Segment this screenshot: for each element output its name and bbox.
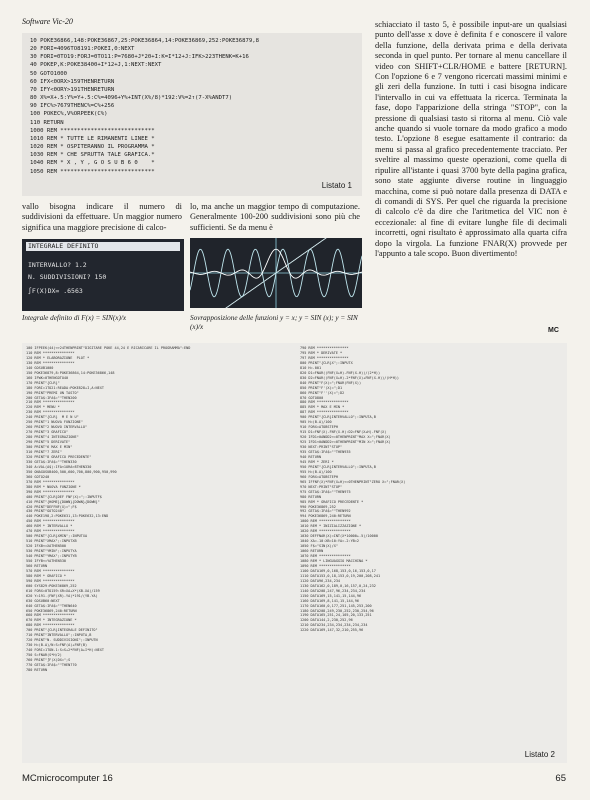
code-line: 710 PRINT"INTERVALLO";:INPUTA,B	[26, 633, 92, 638]
code-line: 370 REM ***************	[26, 479, 75, 484]
code-line: 965 IFFNF(X)*FNF(X+H)<=0THENPRINT"ZERO X=";FNAR(X)	[300, 479, 406, 484]
code-line: 915 D1=FNF(X)-FNF(X-H):D2=FNF(X+H)-FNF(X)	[300, 430, 387, 435]
code-line: 994 POKE36869,240:RETURN	[300, 514, 351, 519]
body-paragraph: schiacciato il tasto 5, è possibile input-are un qualsiasi punto dell'asse x dove è definita f e conoscere il valore della funzione, della derivata prima e della derivata seconda in quel punto. Per tornare al menu cancellare il video con SHIFT+CLR/HOME e battere [RETURN]. Con l'opzione 6 e 7 vengono ricercati massimi minimi e gli zeri della funzione. In tutti i casi bisogna indicare l'intervallo in cui va effettuata la ricerca. Terminata la fase, dopo l'apparizione della stringa "STOP", con la pressione di qualsiasi tasto si ritorna al menu. Ciò vale anche quando si vuole tornare da modo grafico a modo testo. L'opzione 8 esegue esattamente il contrario: da menu si passa al grafico precedentemente tracciato. Per sveltire al massimo queste operazioni, come quella di ripulire all'istante i quasi 3700 byte della pagina grafica, sono state aggiunte diverse routine in linguaggio macchina, come si può notare dalla presenza di DATA e di comandi di SYS. Per quel che riguarda la precisione di calcolo c'è da dire che l'aritmetica del VIC non è eccezionale: al fine di evitare lunghe file di decimali incorretti, ogni risultato è approssimato alla quarta cifra dopo la virgola. La funzione FNAR(X) provvede per l'appunto a tale scopo. Buon divertimento!	[375, 20, 567, 258]
code-line: 130 REM ***************	[26, 360, 75, 365]
code-line: 460 REM * INTERVALLO *	[26, 524, 73, 529]
code-line: 990 POKE36869,252	[300, 504, 336, 509]
code-line: 240 PRINT"{CLR} M E N U"	[26, 415, 79, 420]
code-line: 960 FORX=ATOBSTEPH	[300, 474, 338, 479]
code-line: 540 PRINT"YMAX";:INPUTYB	[26, 554, 77, 559]
code-line: 590 REM ***************	[26, 578, 75, 583]
listing-2-right-column	[300, 346, 562, 633]
code-line: 790 REM ***************	[300, 346, 349, 350]
code-line: 580 REM * GRAFICO *	[26, 573, 67, 578]
code-line: 140 GOSUB1000	[26, 365, 54, 370]
section-header: Software Vic-20	[22, 17, 73, 26]
code-line: 380 REM * NUOVA FUNZIONE *	[26, 484, 81, 489]
code-line: 940 RETURN	[300, 454, 322, 459]
code-line: 840 PRINT"F(X)=";FNAR(FNF(X))	[300, 380, 362, 385]
code-line: 1080 REM * LINGUAGGIO MACCHINA *	[300, 558, 368, 563]
code-line: 230 REM ***************	[26, 410, 75, 415]
code-line: 750 S=FNAR(S*H/2)	[26, 653, 62, 658]
code-line: 730 H=(B-A)/N:S=FNF(A)+FNF(B)	[26, 643, 88, 648]
code-line: 900 PRINT"{CLR}INTERVALLO";:INPUTA,B	[300, 415, 376, 420]
code-line: 620 Y=191-(FNF(XR)-YA)*191/(YB-YA)	[26, 593, 98, 598]
code-line: 975 GETA$:IFA$=""THEN975	[300, 489, 351, 494]
code-line: 350 ONAGOSUB400,500,600,700,800,900,950,990	[26, 469, 117, 474]
code-line: 40 POKEP,K:POKE38400+I*12+J,1:NEXT:NEXT	[30, 62, 162, 69]
code-line: 250 PRINT"1 NUOVA FUNZIONE"	[26, 420, 83, 425]
code-line: 100 IFPEEK(44)<>24THENPRINT"DIGITARE POKE 44,24 E RICARICARE IL PROGRAMMA":END	[26, 346, 191, 350]
listing-1	[22, 33, 362, 196]
code-line: 992 GETA$:IFA$=""THEN992	[300, 509, 351, 514]
code-line: 795 REM * DERIVATE *	[300, 350, 343, 355]
code-line: 1000 REM ****************************	[30, 127, 155, 134]
code-line: 280 PRINT"4 INTEGRAZIONE"	[26, 435, 79, 440]
screen-title-bar	[26, 242, 180, 251]
code-line: 110 REM ***************	[26, 350, 75, 355]
code-line: 210 REM ***************	[26, 400, 75, 405]
code-line: 1020 REM * OSPITERANNO IL PROGRAMMA *	[30, 144, 155, 151]
code-line: 980 RETURN	[300, 494, 322, 499]
code-line: 600 SYS829:POKE36869,252	[26, 583, 77, 588]
code-line: 1090 REM ***************	[300, 563, 351, 568]
screen-line-1: INTERVALLO? 1.2	[28, 261, 87, 269]
code-line: 410 PRINT"{HOME}{DOWN}{DOWN}{DOWN}"	[26, 499, 100, 504]
code-line: 1190 DATA165,251,24,105,20,133,251	[300, 613, 372, 618]
magazine-name: MCmicrocomputer 16	[22, 773, 113, 784]
code-line: 930 NEXT:PRINT"STOP"	[300, 445, 343, 450]
code-line: 1050 REM ****************************	[30, 168, 155, 175]
mc-logo: MC	[548, 327, 559, 334]
code-line: 770 GETA$:IFA$=""THEN770	[26, 663, 77, 667]
code-line: 610 FORX=0TO159:XR=XA+X*(XB-XA)/159	[26, 588, 100, 593]
screenshot-integrale	[22, 239, 184, 311]
screen-title: INTEGRALE DEFINITO	[28, 242, 99, 250]
code-line: 10 POKE36866,148:POKE36867,25:POKE36864,14:POKE36869,252:POKE36879,8	[30, 38, 260, 44]
code-line: 310 PRINT"7 ZERI"	[26, 450, 62, 455]
code-line: 340 A=VAL(A$):IFA<1ORA>8THEN330	[26, 464, 92, 469]
code-line: 120 REM * ELABORAZIONE PLOT *	[26, 355, 90, 360]
code-line: 925 IFD1<0ANDD2>=0THENPRINT"MIN X=";FNAR(X)	[300, 440, 391, 445]
code-line: 320 PRINT"8 GRAFICO PRECEDENTE"	[26, 454, 92, 459]
code-line: 220 REM * MENU *	[26, 405, 60, 410]
code-line: 1050 F$="SIN(X)/X"	[300, 544, 338, 549]
code-line: 1000 REM ***************	[300, 519, 351, 524]
code-line: 450 REM ***************	[26, 519, 75, 524]
code-line: 950 PRINT"{CLR}INTERVALLO";:INPUTA,B	[300, 464, 376, 469]
screenshot-graph	[190, 238, 362, 308]
code-line: 1180 DATA208,249,230,252,230,254,96	[300, 608, 374, 613]
code-line: 1210 DATA234,234,234,234,234,234	[300, 623, 368, 628]
code-line: 390 REM ***************	[26, 489, 75, 494]
code-line: 160 IFWK=0THENGOTO40	[26, 375, 69, 380]
code-line: 1220 DATA169,147,32,210,255,96	[300, 628, 364, 633]
code-line: 150 POKE36879,8:POKE36864,14:POKE36866,148	[26, 370, 115, 375]
code-line: 885 REM * MAX E MIN *	[300, 405, 345, 410]
screen-line-2: N. SUDDIVISIONI? 150	[28, 273, 107, 281]
code-line: 520 IFXB<=XATHEN500	[26, 544, 67, 549]
listing-2-label: Listato 2	[524, 750, 555, 759]
code-line: 1040 XA=-10:XB=10:YA=-2:YB=2	[300, 539, 360, 544]
page-number: 65	[555, 773, 566, 784]
code-line: 945 REM * ZERI *	[300, 459, 334, 464]
code-line: 830 D2=FNAR((FNF(X+H)-2*FNF(X)+FNF(X-H))/(H*H))	[300, 375, 400, 380]
code-line: 1110 DATA153,0,18,153,0,19,200,208,241	[300, 573, 381, 578]
code-line: 640 GETA$:IFA$=""THEN640	[26, 603, 77, 608]
code-line: 740 FORI=1TON-1:S=S+2*FNF(A+I*H):NEXT	[26, 648, 104, 653]
code-line: 1030 DEFFNAR(X)=INT(X*10000+.5)/10000	[300, 534, 378, 539]
code-line: 30 FORI=0TO19:FORJ=0TO11:P=7680+J*20+I:K=I*12+J:IFK>223THENK=K+16	[30, 54, 249, 61]
code-line: 797 REM ***************	[300, 355, 349, 360]
listing-1-label: Listato 1	[321, 181, 352, 190]
code-line: 800 PRINT"{CLR}X";:INPUTX	[300, 360, 353, 365]
code-line: 1010 REM * INIZIALIZZAZIONE *	[300, 524, 362, 529]
code-line: 420 PRINT"DEFFNF(X)=";F$	[26, 504, 77, 509]
code-line: 860 PRINT"F''(X)=";D2	[300, 390, 345, 395]
code-line: 650 POKE36869,240:RETURN	[26, 608, 77, 613]
code-line: 880 REM ***************	[300, 400, 349, 405]
code-line: 1070 REM ***************	[300, 554, 351, 559]
body-text-col-b: lo, ma anche un maggior tempo di computazione. Generalmente 100-200 suddivisioni sono più che sufficienti. Se da menu è	[190, 202, 360, 232]
listing-2	[22, 343, 567, 763]
code-line: 1170 DATA160,0,177,251,145,253,200	[300, 603, 372, 608]
code-line: 970 NEXT:PRINT"STOP"	[300, 484, 343, 489]
code-line: 20 FORI=4096TO8191:POKEI,0:NEXT	[30, 46, 135, 53]
code-line: 440 POKE198,2:POKE631,13:POKE632,13:END	[26, 514, 109, 519]
code-line: 430 PRINT"GOTO240"	[26, 509, 64, 514]
code-line: 200 GETA$:IFA$=""THEN200	[26, 395, 77, 400]
code-line: 360 GOTO240	[26, 474, 50, 479]
code-line: 935 GETA$:IFA$=""THEN935	[300, 450, 351, 455]
code-line: 190 PRINT"PREMI UN TASTO"	[26, 390, 79, 395]
code-line: 80 X%=X+.5:Y%=Y+.5:C%=4096+Y%+INT(X%/8)*192:V%=2↑(7-X%ANDT7)	[30, 95, 233, 102]
caption-integrale: Integrale definito di F(x) = SIN(x)/x	[22, 314, 127, 322]
code-line: 1010 REM * TUTTE LE RIMANENTI LINEE *	[30, 135, 155, 142]
code-line: 90 IFC%>7679THENC%=C%+256	[30, 103, 115, 110]
code-line: 700 PRINT"{CLR}INTEGRALE DEFINITO"	[26, 628, 98, 633]
code-line: 550 IFYB<=YATHEN530	[26, 558, 67, 563]
code-line: 820 D1=FNAR((FNF(X+H)-FNF(X-H))/(2*H))	[300, 370, 381, 375]
code-line: 910 FORX=ATOBSTEPH	[300, 425, 338, 430]
code-line: 720 PRINT"N. SUDDIVISIONI";:INPUTN	[26, 638, 98, 643]
code-line: 270 PRINT"3 GRAFICO"	[26, 430, 69, 435]
screen-line-3: ∫F(X)DX= .6563	[28, 287, 83, 295]
code-line: 1060 RETURN	[300, 549, 324, 554]
code-line: 780 RETURN	[26, 667, 48, 672]
code-line: 680 REM ***************	[26, 623, 75, 628]
code-line: 1020 REM ***************	[300, 529, 351, 534]
listing-2-left-column	[26, 346, 288, 673]
code-line: 1040 REM * X , Y , G O S U B 6 0 *	[30, 160, 155, 167]
code-line: 1160 DATA169,8,141,15,144,96	[300, 598, 360, 603]
code-line: 985 REM * GRAFICO PRECEDENTE *	[300, 499, 364, 504]
code-line: 470 REM ***************	[26, 529, 75, 534]
code-line: 60 IFX<0ORX>159THENRETURN	[30, 78, 115, 85]
code-line: 530 PRINT"YMIN";:INPUTYA	[26, 549, 77, 554]
function-plot	[190, 238, 362, 308]
code-line: 870 GOTO800	[300, 395, 324, 400]
code-line: 560 RETURN	[26, 563, 48, 568]
code-line: 260 PRINT"2 NUOVO INTERVALLO"	[26, 425, 88, 430]
code-line: 760 PRINT"∫F(X)DX=";S	[26, 658, 71, 663]
code-line: 1130 DATA162,0,189,0,16,157,0,24,232	[300, 583, 376, 588]
code-line: 510 PRINT"XMAX";:INPUTXB	[26, 539, 77, 544]
code-line: 100 POKEC%,V%ORPEEK(C%)	[30, 111, 108, 118]
code-line: 1200 DATA144,2,230,252,96	[300, 618, 353, 623]
code-line: 70 IFY<0ORY>191THENRETURN	[30, 86, 115, 93]
code-line: 300 PRINT"6 MAX E MIN"	[26, 445, 73, 450]
code-line: 630 GOSUB60:NEXT	[26, 598, 60, 603]
code-line: 920 IFD1>0ANDD2<=0THENPRINT"MAX X=";FNAR(X)	[300, 435, 391, 440]
code-line: 1140 DATA208,247,96,234,234,234	[300, 588, 366, 593]
code-line: 887 REM ***************	[300, 410, 349, 415]
caption-graph: Sovrapposizione delle funzioni y = x; y = SIN (x); y = SIN (x)/x	[190, 314, 358, 331]
code-line: 660 REM ***************	[26, 613, 75, 618]
code-line: 570 REM ***************	[26, 568, 75, 573]
code-line: 905 H=(B-A)/100	[300, 420, 332, 425]
code-line: 1120 DATA96,234,234	[300, 578, 341, 583]
code-line: 810 H=.001	[300, 365, 322, 370]
code-line: 670 REM * INTEGRAZIONE *	[26, 618, 77, 623]
body-text-col-a: vallo bisogna indicare il numero di suddivisioni da effettuare. Un maggior numero significa una maggiore precisione di calco-	[22, 202, 182, 232]
code-line: 50 GOTO1000	[30, 70, 68, 77]
code-line: 500 PRINT"{CLR}XMIN";:INPUTXA	[26, 534, 88, 539]
listing-1-code	[30, 37, 354, 176]
code-line: 1150 DATA169,15,141,15,144,96	[300, 593, 362, 598]
code-line: 330 GETA$:IFA$=""THEN330	[26, 459, 77, 464]
code-line: 180 FORI=1TO21:READA:POKE828+I,A:NEXT	[26, 385, 104, 390]
code-line: 850 PRINT"F'(X)=";D1	[300, 385, 343, 390]
code-line: 110 RETURN	[30, 119, 64, 126]
code-line: 170 PRINT"{CLR}"	[26, 380, 60, 385]
body-text-col-c	[375, 20, 567, 259]
code-line: 955 H=(B-A)/100	[300, 469, 332, 474]
code-line: 1030 REM * CHE SFRUTTA TALE GRAFICA.*	[30, 152, 155, 159]
code-line: 400 PRINT"{CLR}DEF FNF(X)=";:INPUTF$	[26, 494, 102, 499]
code-line: 1100 DATA169,0,168,153,0,16,153,0,17	[300, 568, 376, 573]
code-line: 290 PRINT"5 DERIVATE"	[26, 440, 71, 445]
